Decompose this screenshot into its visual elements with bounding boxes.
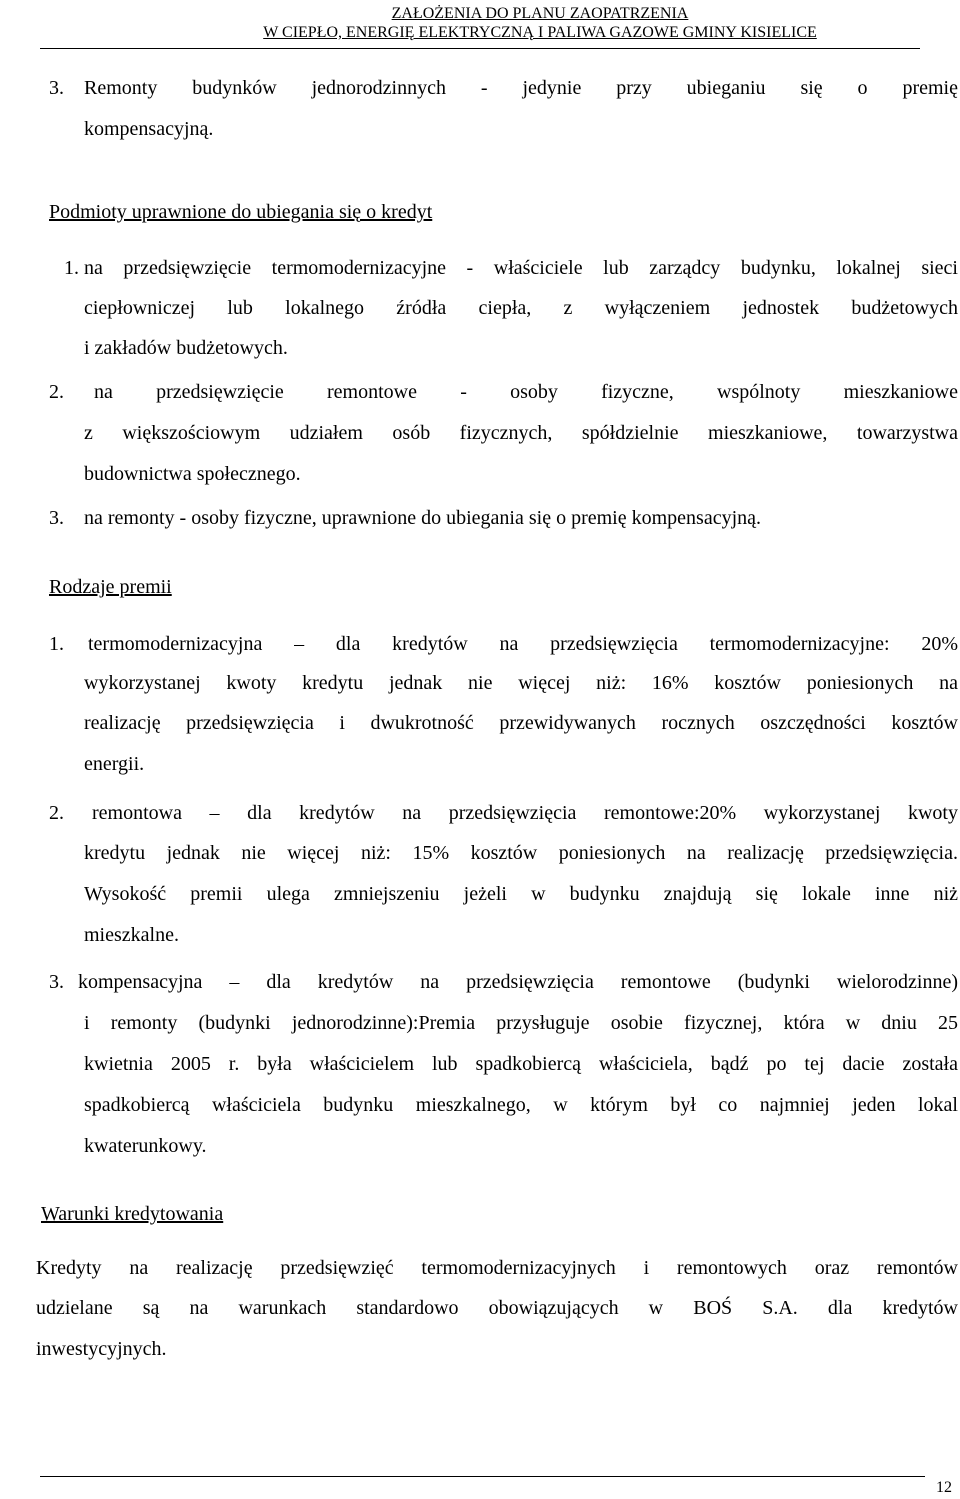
list-item-line: budownictwa społecznego. xyxy=(84,463,301,485)
list-item-line: spadkobiercą właściciela budynku mieszkalnego, w którym był co najmniej jeden lokal xyxy=(84,1094,958,1116)
list-item-line: na remonty - osoby fizyczne, uprawnione do ubiegania się o premię kompensacyjną. xyxy=(84,507,762,529)
list-item-line: kompensacyjna – dla kredytów na przedsięwzięcia remontowe (budynki wielorodzinne) xyxy=(78,971,958,993)
section-heading-eligible: Podmioty uprawnione do ubiegania się o kredyt xyxy=(49,201,433,223)
list-item-line: i zakładów budżetowych. xyxy=(84,337,288,359)
list-item-line: termomodernizacyjna – dla kredytów na przedsięwzięcia termomodernizacyjne: 20% xyxy=(88,633,958,655)
list-item-line: wykorzystanej kwoty kredytu jednak nie więcej niż: 16% kosztów poniesionych na xyxy=(84,672,958,694)
list-item-line: kwaterunkowy. xyxy=(84,1135,207,1157)
item-number: 3. xyxy=(49,77,64,99)
footer-divider xyxy=(40,1476,925,1477)
list-item-number: 1. xyxy=(49,633,64,655)
item-line: Remonty budynków jednorodzinnych - jedynie przy ubieganiu się o premię xyxy=(84,77,958,99)
section-heading-premiums: Rodzaje premii xyxy=(49,576,172,598)
header-divider xyxy=(40,48,920,49)
section-heading-conditions: Warunki kredytowania xyxy=(41,1203,224,1225)
list-item-line: Wysokość premii ulega zmniejszeniu jeżeli w budynku znajdują się lokale inne niż xyxy=(84,883,958,905)
page-header xyxy=(160,4,920,42)
item-line: kompensacyjną. xyxy=(84,118,214,140)
list-item-line: i remonty (budynki jednorodzinne):Premia przysługuje osobie fizycznej, która w dniu 25 xyxy=(84,1012,958,1034)
paragraph-line: udzielane są na warunkach standardowo obowiązujących w BOŚ S.A. dla kredytów xyxy=(36,1297,958,1319)
paragraph-line: inwestycyjnych. xyxy=(36,1338,167,1360)
list-item-line: remontowa – dla kredytów na przedsięwzięcia remontowe:20% wykorzystanej kwoty xyxy=(92,802,958,824)
header-line-2: W CIEPŁO, ENERGIĘ ELEKTRYCZNĄ I PALIWA GAZOWE GMINY KISIELICE xyxy=(263,24,817,41)
header-line-1: ZAŁOŻENIA DO PLANU ZAOPATRZENIA xyxy=(391,5,689,22)
list-item-line: mieszkalne. xyxy=(84,924,179,946)
list-item-line: realizację przedsięwzięcia i dwukrotność przewidywanych rocznych oszczędności kosztów xyxy=(84,712,958,734)
list-item-line: z większościowym udziałem osób fizycznych, spółdzielnie mieszkaniowe, towarzystwa xyxy=(84,422,958,444)
list-item-line: ciepłowniczej lub lokalnego źródła ciepła, z wyłączeniem jednostek budżetowych xyxy=(84,297,958,319)
list-item-number: 3. xyxy=(49,971,64,993)
list-item-line: kredytu jednak nie więcej niż: 15% kosztów poniesionych na realizację przedsięwzięcia. xyxy=(84,842,958,864)
page-number: 12 xyxy=(936,1479,952,1496)
list-item-number: 2. xyxy=(49,802,64,824)
list-item-number: 2. xyxy=(49,381,64,403)
list-item-number: 3. xyxy=(49,507,64,529)
paragraph-line: Kredyty na realizację przedsięwzięć termomodernizacyjnych i remontowych oraz remontów xyxy=(36,1257,958,1279)
list-item-line: energii. xyxy=(84,753,145,775)
list-item-number: 1. xyxy=(64,257,79,279)
list-item-line: na przedsięwzięcie termomodernizacyjne - właściciele lub zarządcy budynku, lokalnej sieci xyxy=(84,257,958,279)
list-item-line: kwietnia 2005 r. była właścicielem lub spadkobiercą właściciela, bądź po tej dacie została xyxy=(84,1053,958,1075)
list-item-line: na przedsięwzięcie remontowe - osoby fizyczne, wspólnoty mieszkaniowe xyxy=(94,381,958,403)
